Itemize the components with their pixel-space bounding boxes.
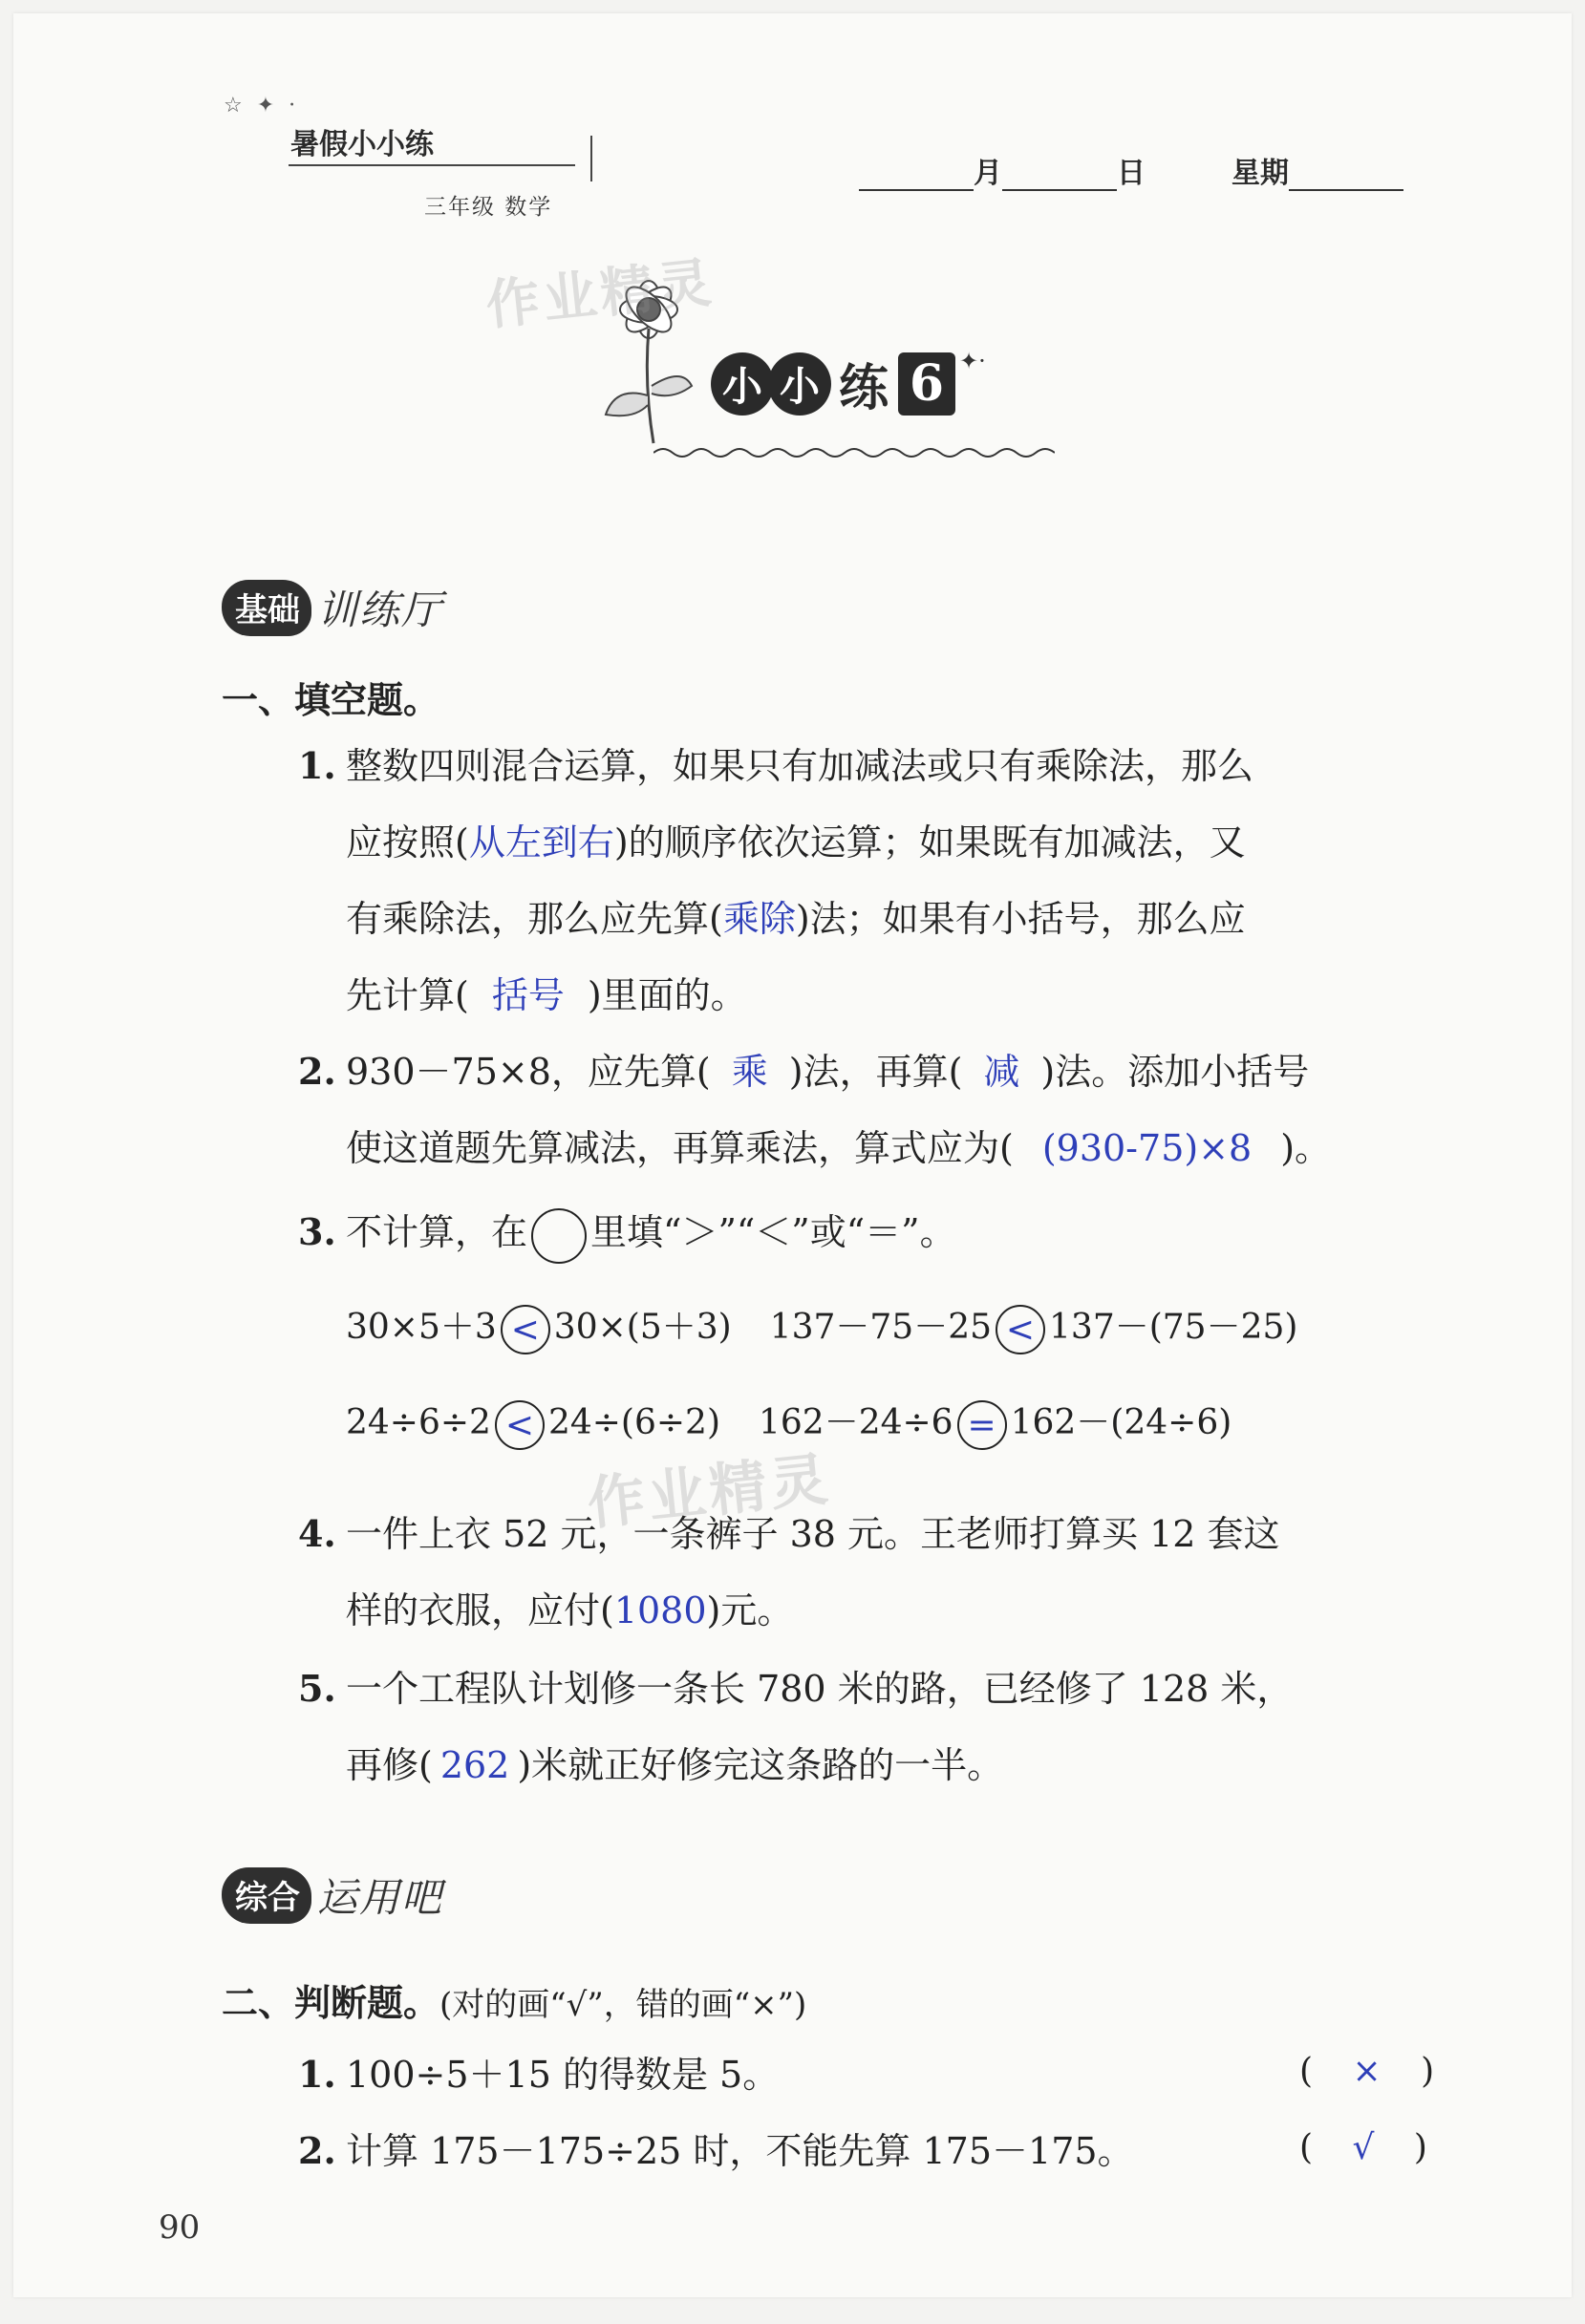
weekday-blank[interactable] <box>1289 160 1403 191</box>
q4-line1 <box>298 1509 1280 1559</box>
lesson-number: 6 <box>898 352 955 416</box>
q2-line1 <box>298 1047 1309 1097</box>
badge-apply-dark: 综合 <box>222 1867 311 1924</box>
judge-1-number: 1. <box>298 2053 336 2096</box>
q1-answer-1[interactable]: 从左到右 <box>468 821 614 864</box>
section-badge-apply <box>222 1847 443 1924</box>
q5-number: 5. <box>298 1667 336 1710</box>
q1-line1 <box>298 741 1253 791</box>
q3-r1-sign[interactable]: < <box>501 1305 550 1354</box>
q1-text2a: 应按照( <box>346 821 469 864</box>
empty-circle-icon <box>531 1208 587 1264</box>
stars-decoration-icon: ☆ ✦ · <box>224 94 300 117</box>
month-blank[interactable] <box>859 160 974 191</box>
q3-r2-left: 24÷6÷2 <box>346 1403 491 1442</box>
q1-answer-3[interactable]: 括号 <box>491 974 565 1016</box>
q1-answer-2[interactable]: 乘除 <box>722 898 796 940</box>
part2-heading <box>222 1973 806 2026</box>
q5-text2b: )米就正好修完这条路的一半。 <box>517 1744 1004 1786</box>
title-bubble-1: 小 <box>711 352 774 416</box>
q1-text2b: )的顺序依次运算；如果既有加减法，又 <box>613 821 1246 864</box>
q1-text3b: )法；如果有小括号，那么应 <box>795 898 1246 940</box>
part1-heading: 一、填空题。 <box>222 679 440 721</box>
title-plain: 练 <box>839 360 889 417</box>
q3-text1a: 不计算，在 <box>346 1211 528 1253</box>
q2-answer-1[interactable]: 乘 <box>731 1051 768 1093</box>
q3-r1-left2: 137－75－25 <box>769 1308 993 1347</box>
day-blank[interactable] <box>1002 160 1117 191</box>
q3-r1-right: 30×(5＋3) <box>553 1308 732 1347</box>
section-badge-basic <box>222 560 443 636</box>
q5-text2a: 再修( <box>346 1744 433 1786</box>
q1-line2 <box>346 818 1246 867</box>
q3-r2-sign2[interactable]: = <box>957 1400 1007 1450</box>
q3-row-1 <box>346 1303 1297 1354</box>
q5-text1: 一个工程队计划修一条长 780 米的路，已经修了 128 米， <box>346 1668 1294 1710</box>
q4-text1: 一件上衣 52 元，一条裤子 38 元。王老师打算买 12 套这 <box>346 1513 1280 1555</box>
q5-line1 <box>298 1664 1293 1714</box>
q5-answer-1[interactable]: 262 <box>439 1744 510 1786</box>
q5-line2 <box>346 1740 1003 1790</box>
q4-answer-1[interactable]: 1080 <box>613 1589 707 1631</box>
q2-text2a: 使这道题先算减法，再算乘法，算式应为( <box>346 1127 1014 1169</box>
series-subtitle: 三年级 数学 <box>424 195 553 220</box>
q2-number: 2. <box>298 1050 336 1093</box>
judge-2-number: 2. <box>298 2129 336 2172</box>
judge-2-answer-box[interactable] <box>1299 2128 1427 2167</box>
badge-basic-light: 训练厅 <box>317 586 444 633</box>
series-header <box>224 90 596 220</box>
judge-1-answer-box[interactable] <box>1299 2052 1434 2091</box>
day-label: 日 <box>1117 157 1146 190</box>
q4-text2a: 样的衣服，应付( <box>346 1589 614 1631</box>
q3-text1b: 里填“＞”“＜”或“＝”。 <box>590 1211 956 1253</box>
wavy-line <box>653 443 1055 462</box>
q2-line2 <box>346 1123 1331 1173</box>
lesson-title <box>711 348 986 419</box>
watermark-text-2: 作业精灵 <box>584 1445 835 1539</box>
workbook-page <box>13 13 1572 2297</box>
q1-text4a: 先计算( <box>346 974 469 1016</box>
lesson-banner <box>482 251 1083 472</box>
q3-number: 3. <box>298 1210 336 1253</box>
series-divider <box>590 136 592 181</box>
date-line <box>859 149 1403 191</box>
q3-r1-right2: 137－(75－25) <box>1049 1308 1298 1347</box>
q3-r2-left2: 162－24÷6 <box>759 1403 953 1442</box>
q1-number: 1. <box>298 744 336 787</box>
q2-text2b: )。 <box>1280 1127 1332 1169</box>
q3-r2-sign[interactable]: < <box>495 1400 545 1450</box>
badge-apply-light: 运用吧 <box>317 1874 444 1921</box>
q3-r2-right2: 162－(24÷6) <box>1010 1403 1232 1442</box>
judge-2-open: ( <box>1299 2128 1314 2167</box>
judge-item-1 <box>298 2050 779 2100</box>
judge-2-close: ) <box>1413 2128 1427 2167</box>
q2-text1c: )法。添加小括号 <box>1040 1051 1310 1093</box>
q1-line3 <box>346 894 1246 944</box>
judge-1-open: ( <box>1299 2052 1314 2091</box>
q2-text1b: )法，再算( <box>788 1051 963 1093</box>
q2-answer-3[interactable]: (930-75)×8 <box>1041 1127 1253 1169</box>
q2-answer-2[interactable]: 减 <box>983 1051 1020 1093</box>
q1-text3a: 有乘除法，那么应先算( <box>346 898 723 940</box>
q4-number: 4. <box>298 1512 336 1555</box>
judge-item-2 <box>298 2126 1134 2176</box>
q3-r1-sign2[interactable]: < <box>996 1305 1045 1354</box>
q3-line1 <box>298 1207 956 1264</box>
q3-r1-left: 30×5＋3 <box>346 1308 497 1347</box>
judge-2-answer: √ <box>1352 2128 1375 2167</box>
q1-line4 <box>346 970 747 1020</box>
part2-heading-text: 二、判断题。 <box>222 1982 440 2024</box>
judge-1-close: ) <box>1421 2052 1435 2091</box>
part2-note: (对的画“√”，错的画“×”) <box>439 1986 807 2024</box>
watermark-text: 作业精灵 <box>482 251 718 338</box>
weekday-label: 星期 <box>1232 157 1289 190</box>
title-bubble-2: 小 <box>768 352 831 416</box>
series-title: 暑假小小练 <box>290 128 434 161</box>
judge-2-text: 计算 175－175÷25 时，不能先算 175－175。 <box>346 2130 1134 2172</box>
series-underline <box>289 164 575 166</box>
q1-text4b: )里面的。 <box>587 974 747 1016</box>
q4-text2b: )元。 <box>706 1589 794 1631</box>
page-number: 90 <box>159 2208 201 2247</box>
q4-line2 <box>346 1586 793 1635</box>
badge-basic-dark: 基础 <box>222 580 311 636</box>
month-label: 月 <box>974 157 1002 190</box>
judge-1-text: 100÷5＋15 的得数是 5。 <box>346 2054 780 2096</box>
star-icon: ✦· <box>959 348 986 374</box>
judge-1-answer: × <box>1352 2052 1382 2091</box>
q2-text1a: 930－75×8，应先算( <box>346 1051 711 1093</box>
q1-text1: 整数四则混合运算，如果只有加减法或只有乘除法，那么 <box>346 745 1254 787</box>
q3-r2-right: 24÷(6÷2) <box>547 1403 720 1442</box>
